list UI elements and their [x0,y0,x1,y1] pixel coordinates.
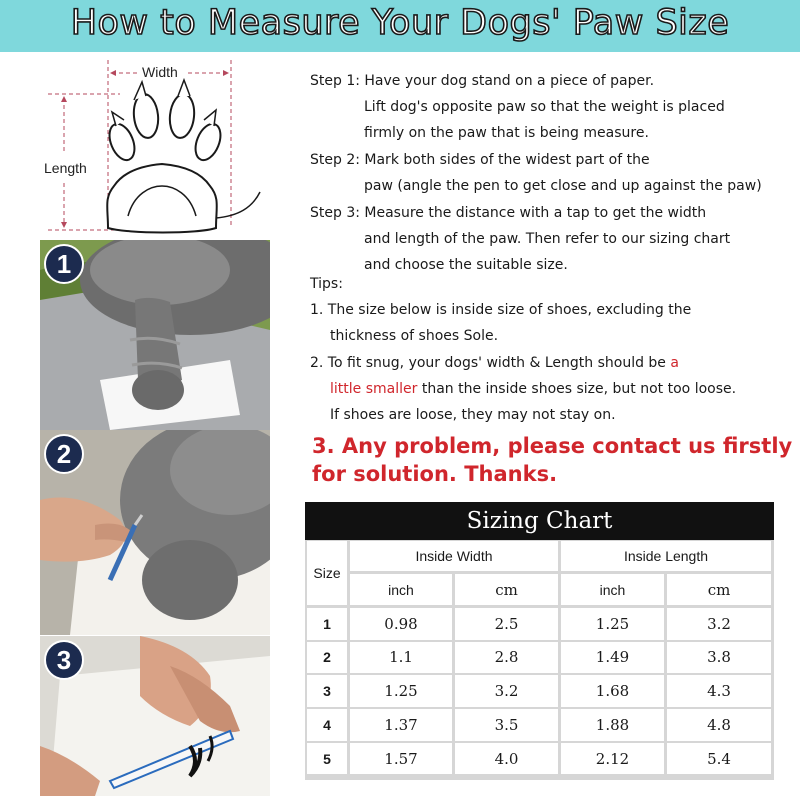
length-cm-header: cm [667,574,771,605]
tip-1-line-2: thickness of shoes Sole. [330,328,499,344]
width-cm-cell: 2.5 [455,608,558,640]
step-1-badge: 1 [44,244,84,284]
tip-2-suffix: than the inside shoes size, but not too loose. [417,381,737,397]
title-banner [0,0,800,52]
length-cm-cell: 3.2 [667,608,771,640]
length-label: Length [44,160,87,176]
step-1-line-2: Lift dog's opposite paw so that the weight is placed [364,99,725,115]
tip-2-prefix: 2. To fit snug, your dogs' width & Length should be [310,355,671,371]
length-cm-cell: 5.4 [667,743,771,775]
width-label: Width [142,64,178,80]
step-3-line-3: and choose the suitable size. [364,257,568,273]
width-inch-cell: 1.25 [350,675,452,707]
size-cell: 1 [307,608,347,640]
length-inch-cell: 1.68 [561,675,664,707]
sizing-chart-title: Sizing Chart [305,502,774,540]
length-inch-header: inch [561,574,664,605]
length-inch-cell: 1.25 [561,608,664,640]
width-cm-cell: 4.0 [455,743,558,775]
step-1-line-1: Step 1: Have your dog stand on a piece of paper. [310,73,655,89]
tip-2-highlight-a: a [670,355,679,371]
size-cell: 4 [307,709,347,741]
paw-measure-diagram [38,58,288,238]
width-inch-cell: 0.98 [350,608,452,640]
width-cm-header: cm [455,574,558,605]
inside-width-header: Inside Width [350,541,558,571]
width-cm-cell: 3.5 [455,709,558,741]
length-inch-cell: 1.88 [561,709,664,741]
step-2-badge: 2 [44,434,84,474]
tip-2-highlight: little smaller [330,381,418,397]
length-inch-cell: 2.12 [561,743,664,775]
width-cm-cell: 3.2 [455,675,558,707]
tip-3-line-2: for solution. Thanks. [312,462,558,486]
size-header: Size [307,541,347,605]
tip-3-line-1: 3. Any problem, please contact us firstly [312,434,793,458]
size-cell: 2 [307,642,347,674]
step-3-line-2: and length of the paw. Then refer to our sizing chart [364,231,731,247]
width-inch-cell: 1.1 [350,642,452,674]
size-cell: 5 [307,743,347,775]
sizing-chart-table [305,540,774,780]
width-inch-header: inch [350,574,452,605]
width-inch-cell: 1.37 [350,709,452,741]
tip-2-line-1 [310,355,679,371]
size-cell: 3 [307,675,347,707]
length-inch-cell: 1.49 [561,642,664,674]
tip-2-line-2 [330,381,736,397]
page-title: How to Measure Your Dogs' Paw Size [70,3,730,43]
step-1-line-3: firmly on the paw that is being measure. [364,125,649,141]
length-cm-cell: 4.3 [667,675,771,707]
width-inch-cell: 1.57 [350,743,452,775]
length-cm-cell: 4.8 [667,709,771,741]
length-cm-cell: 3.8 [667,642,771,674]
step-1-photo [40,240,270,430]
step-3-badge: 3 [44,640,84,680]
step-2-line-2: paw (angle the pen to get close and up against the paw) [364,178,762,194]
step-2-photo [40,430,270,635]
step-3-photo [40,636,270,796]
tip-2-line-3: If shoes are loose, they may not stay on. [330,407,616,423]
width-cm-cell: 2.8 [455,642,558,674]
step-3-line-1: Step 3: Measure the distance with a tap to get the width [310,205,707,221]
tip-1-line-1: 1. The size below is inside size of shoes, excluding the [310,302,692,318]
step-2-line-1: Step 2: Mark both sides of the widest part of the [310,152,650,168]
inside-length-header: Inside Length [561,541,771,571]
tips-label: Tips: [310,276,343,292]
